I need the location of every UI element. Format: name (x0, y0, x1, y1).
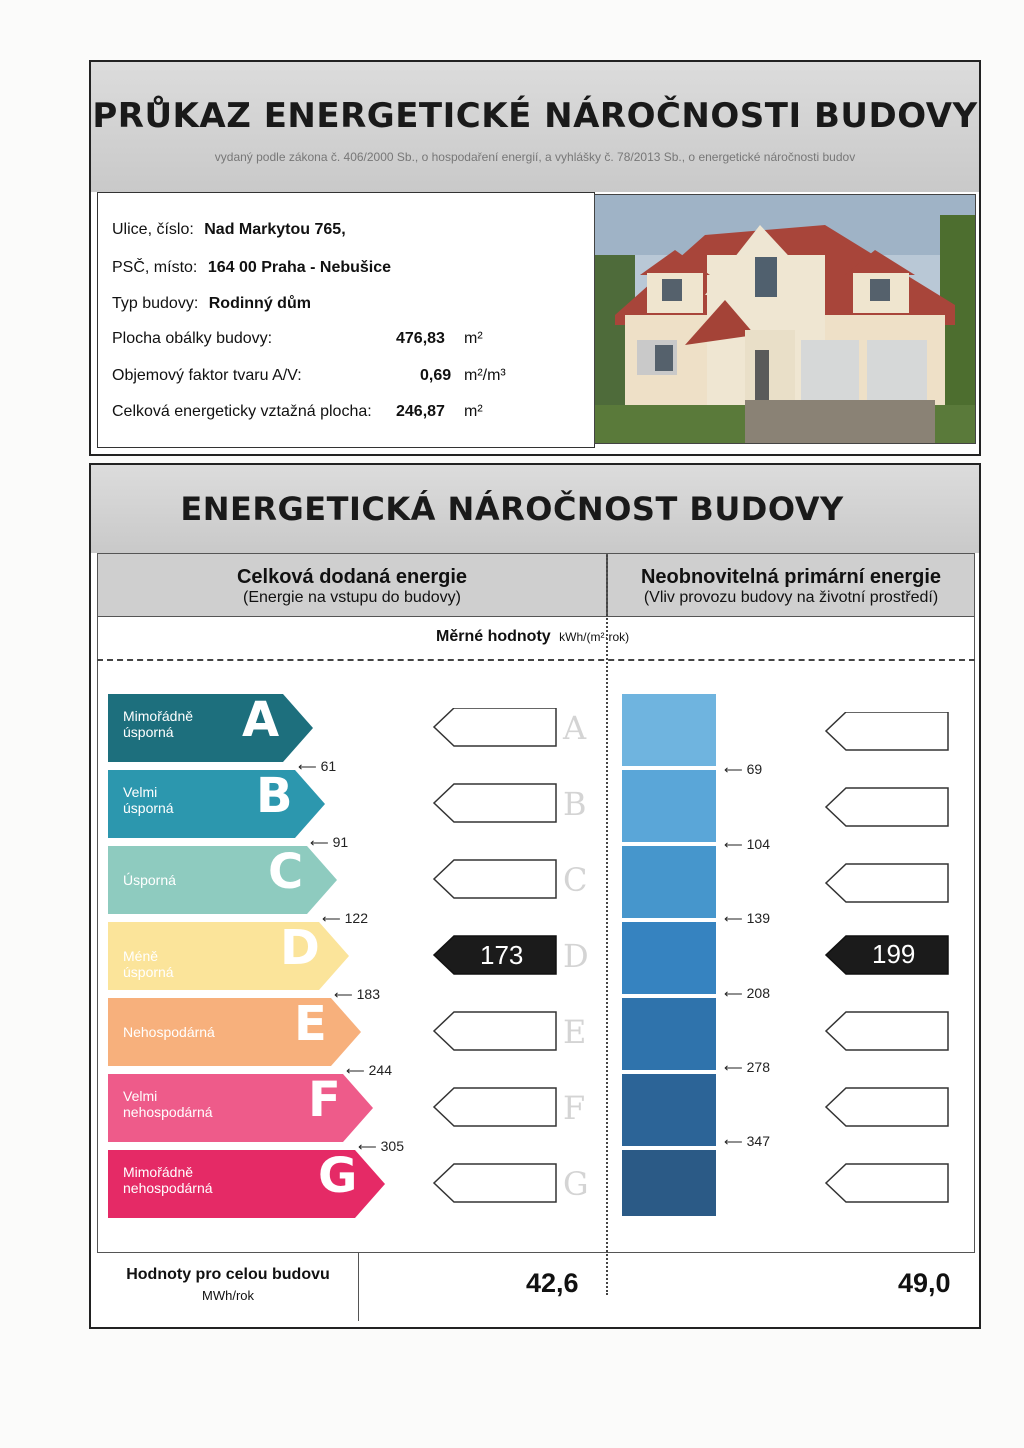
section-title: ENERGETICKÁ NÁROČNOST BUDOVY (180, 490, 844, 528)
ghost-letter-e: E (563, 1013, 587, 1051)
factor-value: 0,69 (420, 367, 452, 384)
class-e-letter: E (294, 996, 327, 1052)
arrow-left-icon: ⟵ (310, 835, 329, 850)
area-unit: m² (464, 330, 483, 347)
summary-right-total: 49,0 (898, 1268, 951, 1298)
summary-left-total: 42,6 (526, 1268, 579, 1298)
left-box-f (434, 1088, 556, 1126)
right-threshold-1: ⟵ 69 (724, 761, 763, 777)
factor-label: Objemový faktor tvaru A/V: (112, 367, 302, 384)
blue-block-7 (622, 1150, 716, 1216)
right-box-f (826, 1088, 948, 1126)
right-box-e (826, 1012, 948, 1050)
class-d-label-1: Méně úsporná (123, 948, 174, 980)
certificate-subtitle: vydaný podle zákona č. 406/2000 Sb., o hospodaření energií, a vyhlášky č. 78/2013 Sb., o energetické náročnosti budov (214, 150, 856, 164)
arrow-left-icon: ⟵ (724, 1134, 743, 1149)
ghost-letter-f: F (563, 1089, 586, 1127)
arrow-left-icon: ⟵ (724, 911, 743, 926)
arrow-left-icon: ⟵ (346, 1063, 365, 1078)
class-g-letter: G (318, 1148, 358, 1204)
right-box-c (826, 864, 948, 902)
type-row (112, 295, 311, 313)
left-threshold-5: ⟵ 244 (346, 1062, 392, 1078)
class-f-label-2: nehospodárná (123, 1104, 213, 1120)
street-row (112, 221, 346, 239)
class-f-label-1: Velmi (123, 1088, 158, 1104)
right-column-title: Neobnovitelná primární energie (640, 566, 942, 588)
class-f-letter: F (308, 1072, 341, 1128)
class-c-label-1: Úsporná (123, 872, 176, 888)
ghost-letter-g: G (563, 1165, 589, 1203)
left-threshold-6: ⟵ 305 (358, 1138, 404, 1154)
right-box-g (826, 1164, 948, 1202)
ghost-letter-c: C (563, 861, 588, 899)
left-threshold-4: ⟵ 183 (334, 986, 380, 1002)
class-a-letter: A (242, 692, 280, 748)
left-column-title: Celková dodaná energie (236, 566, 468, 588)
left-column-heading (97, 566, 607, 607)
dotted-column-divider (606, 555, 608, 1295)
city-value: 164 00 Praha - Nebušice (207, 259, 392, 276)
area-value: 476,83 (396, 330, 445, 347)
ghost-letter-d: D (563, 937, 589, 975)
arrow-left-icon: ⟵ (358, 1139, 377, 1154)
left-box-b (434, 784, 556, 822)
specific-values-unit: kWh/(m²·rok) (559, 630, 630, 644)
blue-block-4 (622, 922, 716, 994)
factor-unit: m²/m³ (464, 367, 506, 384)
street-value: Nad Markytou 765, (204, 221, 346, 238)
left-box-e (434, 1012, 556, 1050)
blue-block-6 (622, 1074, 716, 1146)
left-threshold-1: ⟵ 61 (298, 758, 337, 774)
right-column-heading (607, 566, 975, 607)
blue-block-3 (622, 846, 716, 918)
blue-block-5 (622, 998, 716, 1070)
city-row (112, 259, 391, 277)
arrow-left-icon: ⟵ (322, 911, 341, 926)
blue-block-1 (622, 694, 716, 766)
type-label: Typ budovy: (112, 295, 199, 312)
class-g-label-2: nehospodárná (123, 1180, 213, 1196)
ghost-letter-b: B (563, 785, 587, 823)
class-b-label-2: úsporná (123, 800, 174, 816)
arrow-left-icon: ⟵ (724, 986, 743, 1001)
specific-values-label: Měrné hodnoty (436, 628, 551, 645)
arrow-left-icon: ⟵ (724, 837, 743, 852)
street-label: Ulice, číslo: (112, 221, 194, 238)
house-illustration (595, 195, 975, 443)
left-box-a (434, 708, 556, 746)
specific-values-heading (436, 628, 629, 646)
floor-label: Celková energeticky vztažná plocha: (112, 403, 372, 420)
building-info-panel (97, 192, 595, 448)
ghost-letter-a: A (563, 709, 587, 747)
class-a-label-2: úsporná (123, 724, 174, 740)
right-threshold-2: ⟵ 104 (724, 836, 770, 852)
right-box-b (826, 788, 948, 826)
left-threshold-3: ⟵ 122 (322, 910, 368, 926)
area-label: Plocha obálky budovy: (112, 330, 273, 347)
class-a-label-1: Mimořádně (123, 708, 194, 724)
building-photo (594, 194, 976, 444)
class-d-letter: D (280, 920, 320, 976)
arrow-left-icon: ⟵ (298, 759, 317, 774)
right-box-a (826, 712, 948, 750)
type-value: Rodinný dům (208, 295, 311, 312)
arrow-left-icon: ⟵ (334, 987, 353, 1002)
floor-unit: m² (464, 403, 483, 420)
right-column-subtitle: (Vliv provozu budovy na životní prostředí) (643, 589, 939, 606)
class-c-letter: C (268, 844, 304, 900)
left-box-c (434, 860, 556, 898)
class-e-label-1: Nehospodárná (123, 1024, 215, 1040)
city-label: PSČ, místo: (112, 259, 198, 276)
summary-unit: MWh/rok (202, 1288, 254, 1303)
class-g-label-1: Mimořádně (123, 1164, 194, 1180)
summary-label: Hodnoty pro celou budovu (126, 1266, 330, 1283)
class-b-letter: B (256, 768, 293, 824)
right-threshold-4: ⟵ 208 (724, 985, 770, 1001)
right-rating-value: 199 (872, 939, 916, 969)
left-column-subtitle: (Energie na vstupu do budovy) (243, 589, 461, 606)
blue-block-2 (622, 770, 716, 842)
right-threshold-3: ⟵ 139 (724, 910, 770, 926)
certificate-title: PRŮKAZ ENERGETICKÉ NÁROČNOSTI BUDOVY (92, 96, 978, 136)
left-threshold-2: ⟵ 91 (310, 834, 349, 850)
left-box-g (434, 1164, 556, 1202)
right-threshold-5: ⟵ 278 (724, 1059, 770, 1075)
arrow-left-icon: ⟵ (724, 1060, 743, 1075)
right-threshold-6: ⟵ 347 (724, 1133, 770, 1149)
summary-label-block (97, 1266, 359, 1303)
left-rating-value: 173 (480, 940, 524, 970)
floor-value: 246,87 (396, 403, 445, 420)
dashed-divider (97, 659, 975, 661)
class-b-label-1: Velmi (123, 784, 158, 800)
arrow-left-icon: ⟵ (724, 762, 743, 777)
